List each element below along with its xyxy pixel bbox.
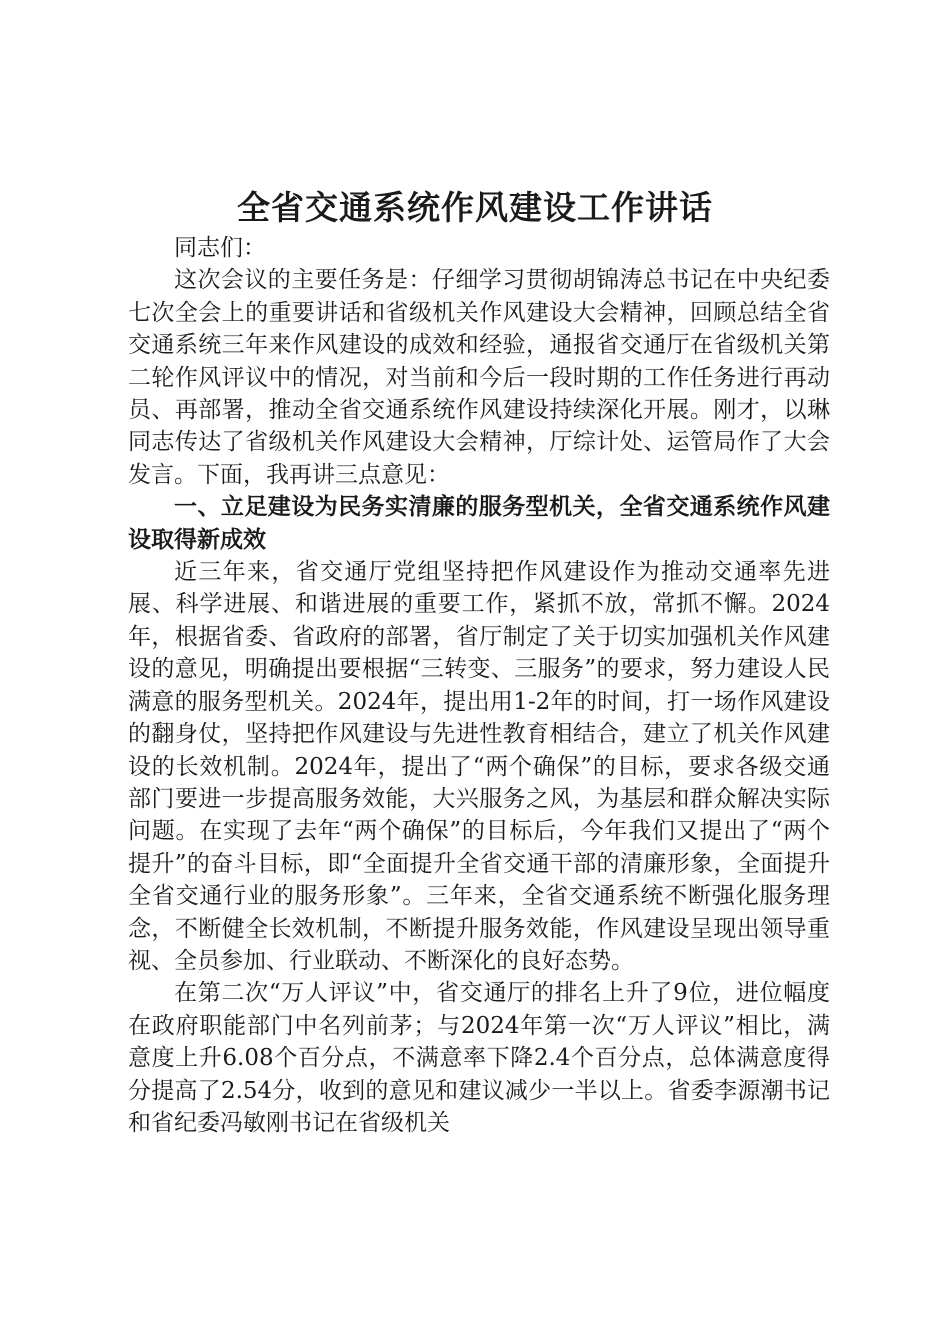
salutation: 同志们： (174, 235, 266, 261)
document-body (128, 232, 830, 1139)
paragraph: 这次会议的主要任务是：仔细学习贯彻胡锦涛总书记在中央纪委七次全会上的重要讲话和省级机关作风建设大会精神，回顾总结全省交通系统三年来作风建设的成效和经验，通报省交通厅在省级机关第二轮作风评议中的情况，对当前和今后一段时期的工作任务进行再动员、再部署，推动全省交通系统作风建设持续深化开展。刚才，以琳同志传达了省级机关作风建设大会精神，厅综计处、运管局作了大会发言。下面，我再讲三点意见： (128, 267, 830, 488)
paragraph: 近三年来，省交通厅党组坚持把作风建设作为推动交通率先进展、科学进展、和谐进展的重要工作，紧抓不放，常抓不懈。2024年，根据省委、省政府的部署，省厅制定了关于切实加强机关作风建设的意见，明确提出要根据“三转变、三服务”的要求，努力建设人民满意的服务型机关。2024年，提出用1-2年的时间，打一场作风建设的翻身仗，坚持把作风建设与先进性教育相结合，建立了机关作风建设的长效机制。2024年，提出了“两个确保”的目标，要求各级交通部门要进一步提高服务效能，大兴服务之风，为基层和群众解决实际问题。在实现了去年“两个确保”的目标后，今年我们又提出了“两个提升”的奋斗目标，即“全面提升全省交通干部的清廉形象，全面提升全省交通行业的服务形象”。三年来，全省交通系统不断强化服务理念，不断健全长效机制，不断提升服务效能，作风建设呈现出领导重视、全员参加、行业联动、不断深化的良好态势。 (128, 559, 830, 974)
section-heading: 一、立足建设为民务实清廉的服务型机关，全省交通系统作风建设取得新成效 (128, 494, 830, 553)
document-title: 全省交通系统作风建设工作讲话 (237, 188, 713, 227)
paragraph: 在第二次“万人评议”中，省交通厅的排名上升了9位，进位幅度在政府职能部门中名列前茅；与2024年第一次“万人评议”相比，满意度上升6.08个百分点，不满意率下降2.4个百分点，总体满意度得分提高了2.54分，收到的意见和建议减少一半以上。省委李源潮书记和省纪委冯敏刚书记在省级机关 (128, 980, 830, 1136)
